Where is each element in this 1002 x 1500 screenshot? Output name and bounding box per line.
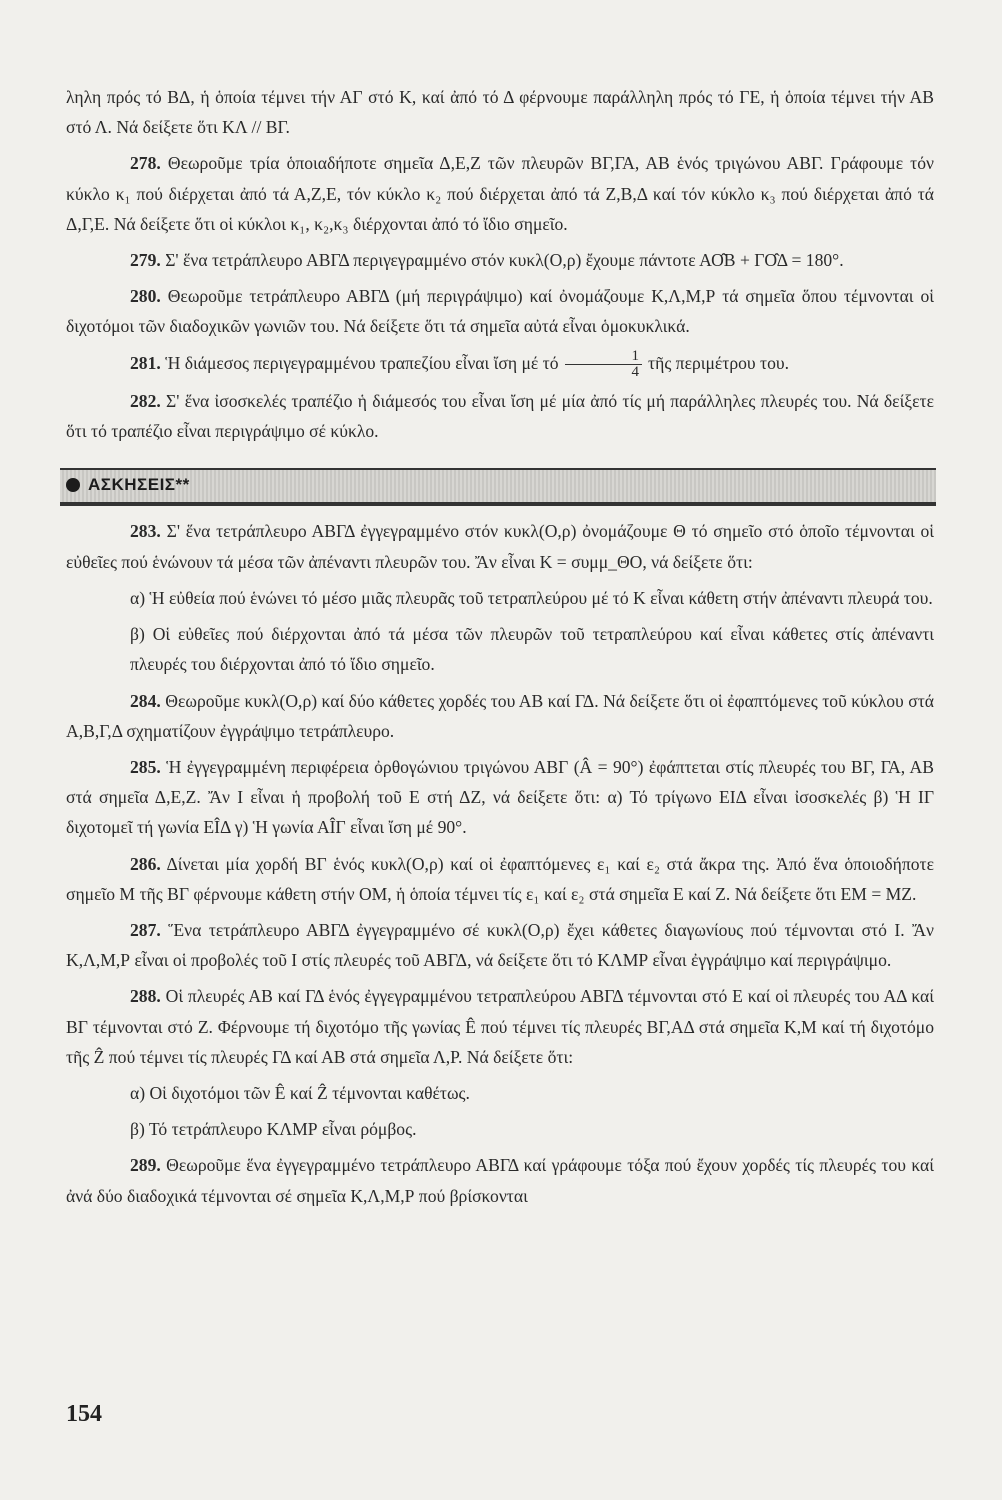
exercise-number: 288. — [130, 986, 161, 1007]
exercise-text: Θεωροῦμε τετράπλευρο ΑΒΓΔ (μή περιγράψιμο) καί ὀνομάζουμε Κ,Λ,Μ,Ρ τά σημεῖα ὅπου τέμνονται οἱ διχοτόμοι τῶν διαδοχικῶν γωνιῶν του. Νά δείξετε ὅτι τά σημεῖα αὐτά εἶναι ὁμοκυκλικά. — [66, 286, 934, 337]
exercise-280 — [66, 281, 934, 341]
exercise-text: Σ' ἕνα τετράπλευρο ΑΒΓΔ ἐγγεγραμμένο στόν κυκλ(Ο,ρ) ὀνομάζουμε Θ τό σημεῖο στό ὁποῖο τέμνονται οἱ εὐθεῖες πού ἑνώνουν τά μέσα τῶν ἀπέναντι πλευρῶν του. Ἄν εἶναι Κ = συμμ_ΘΟ, νά δείξετε ὅτι: — [66, 521, 934, 572]
exercise-number: 286. — [130, 853, 161, 874]
exercise-288-b: β) Τό τετράπλευρο ΚΛΜΡ εἶναι ρόμβος. — [130, 1119, 417, 1140]
exercise-text: Σ' ἕνα ἰσοσκελές τραπέζιο ἡ διάμεσός του εἶναι ἴση μέ μία ἀπό τίς μή παράλληλες πλευρές του. Νά δείξετε ὅτι τό τραπέζιο εἶναι περιγράψιμο σέ κύκλο. — [66, 391, 934, 442]
exercise-285 — [66, 752, 934, 843]
exercise-number: 281. — [130, 352, 161, 373]
exercise-288-a: α) Οἱ διχοτόμοι τῶν Ê καί Ẑ τέμνονται καθέτως. — [130, 1082, 470, 1103]
exercise-287 — [66, 915, 934, 975]
exercise-284 — [66, 686, 934, 746]
exercise-number: 278. — [130, 153, 161, 174]
exercise-number: 289. — [130, 1155, 161, 1176]
fraction-one-quarter — [565, 349, 643, 380]
exercise-text: Ἡ ἐγγεγραμμένη περιφέρεια ὀρθογώνιου τριγώνου ΑΒΓ (Â = 90°) ἐφάπτεται στίς πλευρές του ΒΓ, ΓΑ, ΑΒ στά σημεῖα Δ,Ε,Ζ. Ἄν Ι εἶναι ἡ προβολή τοῦ Ε στή ΔΖ, νά δείξετε ὅτι: α) Τό τρίγωνο ΕΙΔ εἶναι ἰσοσκελές β) Ἡ ΙΓ διχοτομεῖ τή γωνία ΕÎΔ γ) Ἡ γωνία ΑÎΓ εἶναι ἴση μέ 90°. — [66, 756, 934, 838]
exercise-281 — [66, 348, 934, 380]
page-body — [66, 82, 934, 1211]
fraction-numerator: 1 — [565, 349, 643, 365]
exercise-number: 287. — [130, 919, 161, 940]
exercise-text: Δίνεται μία χορδή ΒΓ ἑνός κυκλ(Ο,ρ) καί οἱ ἐφαπτόμενες ε₁ καί ε₂ στά ἄκρα της. Ἀπό ἕνα ὁποιοδήποτε σημεῖο Μ τῆς ΒΓ φέρνουμε κάθετη στήν ΟΜ, ἡ ὁποία τέμνει τίς ε₁ καί ε₂ στά σημεῖα Ε καί Ζ. Νά δείξετε ὅτι ΕΜ = ΜΖ. — [66, 853, 934, 904]
exercise-text: Θεωροῦμε κυκλ(Ο,ρ) καί δύο κάθετες χορδές του ΑΒ καί ΓΔ. Νά δείξετε ὅτι οἱ ἐφαπτόμενες τοῦ κύκλου στά Α,Β,Γ,Δ σχηματίζουν ἐγγράψιμο τετράπλευρο. — [66, 690, 934, 741]
paragraph-continued: ληλη πρός τό ΒΔ, ἡ ὁποία τέμνει τήν ΑΓ στό Κ, καί ἀπό τό Δ φέρνουμε παράλληλη πρός τό ΓΕ, ἡ ὁποία τέμνει τήν ΑΒ στό Λ. Νά δείξετε ὅτι ΚΛ // ΒΓ. — [66, 87, 934, 138]
exercise-283-b: β) Οἱ εὐθεῖες πού διέρχονται ἀπό τά μέσα τῶν πλευρῶν τοῦ τετραπλεύρου καί εἶναι κάθετες στίς ἀπέναντι πλευρές του διέρχονται ἀπό τό ἴδιο σημεῖο. — [130, 624, 934, 675]
exercise-282 — [66, 386, 934, 446]
page-number: 154 — [66, 1401, 102, 1427]
section-title: ΑΣΚΗΣΕΙΣ** — [88, 475, 190, 495]
exercise-283-a: α) Ἡ εὐθεία πού ἑνώνει τό μέσο μιᾶς πλευρᾶς τοῦ τετραπλεύρου μέ τό Κ εἶναι κάθετη στήν ἀπέναντι πλευρά του. — [130, 587, 933, 608]
exercise-text: Ἕνα τετράπλευρο ΑΒΓΔ ἐγγεγραμμένο σέ κυκλ(Ο,ρ) ἔχει κάθετες διαγωνίους πού τέμνονται στό Ι. Ἄν Κ,Λ,Μ,Ρ εἶναι οἱ προβολές τοῦ Ι στίς πλευρές τοῦ ΑΒΓΔ, νά δείξετε ὅτι τό ΚΛΜΡ εἶναι ἐγγράψιμο καί περιγράψιμο. — [66, 919, 934, 971]
exercise-number: 284. — [130, 690, 161, 711]
fraction-denominator: 4 — [631, 364, 640, 381]
exercise-279 — [66, 245, 934, 275]
exercise-text: Ἡ διάμεσος περιγεγραμμένου τραπεζίου εἶναι ἴση μέ τό — [160, 352, 559, 373]
exercise-number: 282. — [130, 391, 161, 412]
section-banner — [60, 468, 936, 506]
exercise-288 — [66, 981, 934, 1072]
exercise-283 — [66, 516, 934, 576]
exercise-text: Θεωροῦμε τρία ὁποιαδήποτε σημεῖα Δ,Ε,Ζ τῶν πλευρῶν ΒΓ,ΓΑ, ΑΒ ἑνός τριγώνου ΑΒΓ. Γράφουμε τόν κύκλο κ₁ πού διέρχεται ἀπό τά Α,Ζ,Ε, τόν κύκλο κ₂ πού διέρχεται ἀπό τά Ζ,Β,Δ καί τόν κύκλο κ₃ πού διέρχεται ἀπό τά Δ,Γ,Ε. Νά δείξετε ὅτι οἱ κύκλοι κ₁, κ₂,κ₃ διέρχονται ἀπό τό ἴδιο σημεῖο. — [66, 153, 934, 234]
exercise-number: 280. — [130, 286, 161, 307]
bullet-dot-icon — [66, 478, 80, 492]
exercise-text: Οἱ πλευρές ΑΒ καί ΓΔ ἑνός ἐγγεγραμμένου τετραπλεύρου ΑΒΓΔ τέμνονται στό Ε καί οἱ πλευρές του ΑΔ καί ΒΓ τέμνονται στό Ζ. Φέρνουμε τή διχοτόμο τῆς γωνίας Ê πού τέμνει τίς πλευρές ΒΓ,ΑΔ στά σημεῖα Κ,Μ καί τή διχοτόμο τῆς Ẑ πού τέμνει τίς πλευρές ΓΔ καί ΑΒ στά σημεῖα Λ,Ρ. Νά δείξετε ὅτι: — [66, 986, 934, 1067]
exercise-289 — [66, 1150, 934, 1210]
exercise-number: 279. — [130, 250, 161, 271]
exercise-number: 283. — [130, 521, 161, 542]
exercise-286 — [66, 849, 934, 909]
exercise-text-end: τῆς περιμέτρου του. — [648, 352, 790, 373]
exercise-278 — [66, 148, 934, 239]
exercise-number: 285. — [130, 756, 161, 777]
exercise-text: Θεωροῦμε ἕνα ἐγγεγραμμένο τετράπλευρο ΑΒΓΔ καί γράφουμε τόξα πού ἔχουν χορδές τίς πλευρές του καί ἀνά δύο διαδοχικά τέμνονται σέ σημεῖα Κ,Λ,Μ,Ρ πού βρίσκονται — [66, 1155, 934, 1206]
exercise-text: Σ' ἕνα τετράπλευρο ΑΒΓΔ περιγεγραμμένο στόν κυκλ(Ο,ρ) ἔχουμε πάντοτε ΑΟ̂Β + ΓΟ̂Δ = 180°. — [160, 250, 844, 271]
